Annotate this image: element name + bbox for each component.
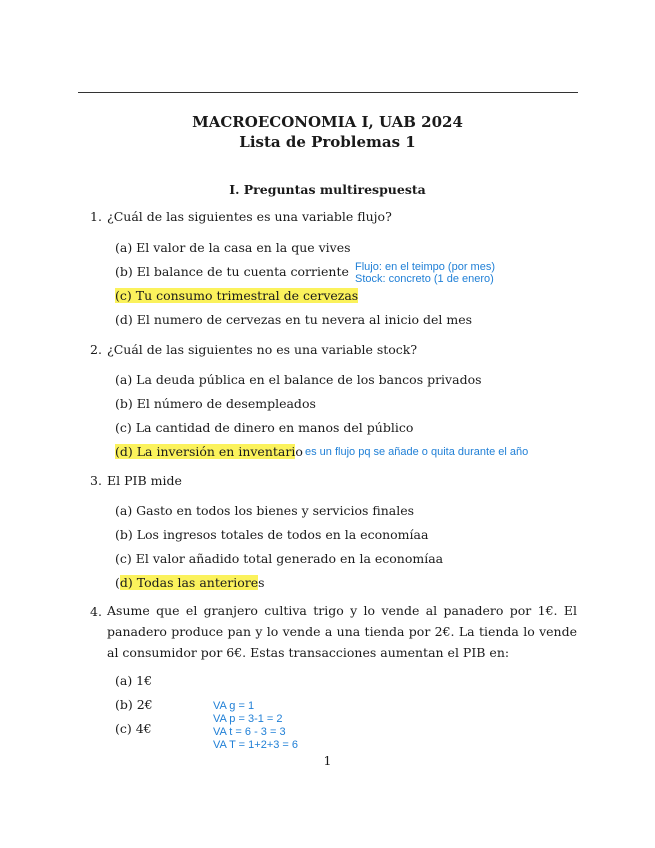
document-title: MACROECONOMIA I, UAB 2024 bbox=[192, 113, 463, 131]
annotation-va-total: VA T = 1+2+3 = 6 bbox=[213, 739, 299, 751]
q3-option-d-tail: s bbox=[258, 575, 265, 590]
question-3-number: 3. bbox=[90, 473, 102, 488]
q1-option-a: (a) El valor de la casa en la que vives bbox=[115, 240, 351, 255]
q3-option-b: (b) Los ingresos totales de todos en la economíaa bbox=[115, 527, 429, 542]
section-heading: I. Preguntas multirespuesta bbox=[229, 182, 426, 197]
q3-option-a: (a) Gasto en todos los bienes y servicios finales bbox=[115, 503, 415, 518]
q3-option-c: (c) El valor añadido total generado en la economíaa bbox=[115, 551, 444, 566]
document-subtitle: Lista de Problemas 1 bbox=[239, 133, 416, 151]
highlight-q1-c: (c) Tu consumo trimestral de cervezas bbox=[115, 288, 359, 303]
annotation-va-tienda: VA t = 6 - 3 = 3 bbox=[213, 726, 286, 738]
question-1-text: ¿Cuál de las siguientes es una variable flujo? bbox=[107, 209, 392, 224]
highlight-q2-d: (d) La inversión en inventari bbox=[115, 444, 296, 459]
q3-option-d bbox=[115, 575, 265, 590]
page-number: 1 bbox=[323, 753, 332, 768]
q2-option-d-tail: o bbox=[295, 444, 303, 459]
q1-option-c bbox=[115, 288, 358, 303]
highlight-q3-d: d) Todas las anteriore bbox=[119, 575, 259, 590]
question-1-number: 1. bbox=[90, 209, 102, 224]
q4-option-a: (a) 1€ bbox=[115, 673, 153, 688]
q3-option-d-prefix: ( bbox=[115, 575, 120, 590]
question-2-number: 2. bbox=[90, 342, 102, 357]
q2-option-c: (c) La cantidad de dinero en manos del público bbox=[115, 420, 414, 435]
q2-option-d bbox=[115, 444, 303, 459]
q1-option-d: (d) El numero de cervezas en tu nevera al inicio del mes bbox=[115, 312, 473, 327]
q1-option-b: (b) El balance de tu cuenta corriente bbox=[115, 264, 349, 279]
header-rule bbox=[78, 92, 578, 93]
annotation-flujo: Flujo: en el teimpo (por mes) bbox=[355, 261, 495, 273]
q2-option-a: (a) La deuda pública en el balance de los bancos privados bbox=[115, 372, 482, 387]
q2-option-b: (b) El número de desempleados bbox=[115, 396, 316, 411]
q4-option-b: (b) 2€ bbox=[115, 697, 153, 712]
question-2-text: ¿Cuál de las siguientes no es una variable stock? bbox=[107, 342, 418, 357]
question-3-text: El PIB mide bbox=[107, 473, 182, 488]
question-4-number: 4. bbox=[90, 604, 102, 619]
annotation-va-panadero: VA p = 3-1 = 2 bbox=[213, 713, 283, 725]
q4-option-c: (c) 4€ bbox=[115, 721, 152, 736]
annotation-inventario: es un flujo pq se añade o quita durante el año bbox=[305, 446, 529, 458]
annotation-va-granjero: VA g = 1 bbox=[213, 700, 255, 712]
annotation-stock: Stock: concreto (1 de enero) bbox=[355, 273, 494, 285]
question-4-text: Asume que el granjero cultiva trigo y lo vende al panadero por 1€. El panadero produce pan y lo vende a una tienda por 2€. La tienda lo vende al consumidor por 6€. Estas transacciones aumentan el PIB en: bbox=[107, 603, 577, 660]
